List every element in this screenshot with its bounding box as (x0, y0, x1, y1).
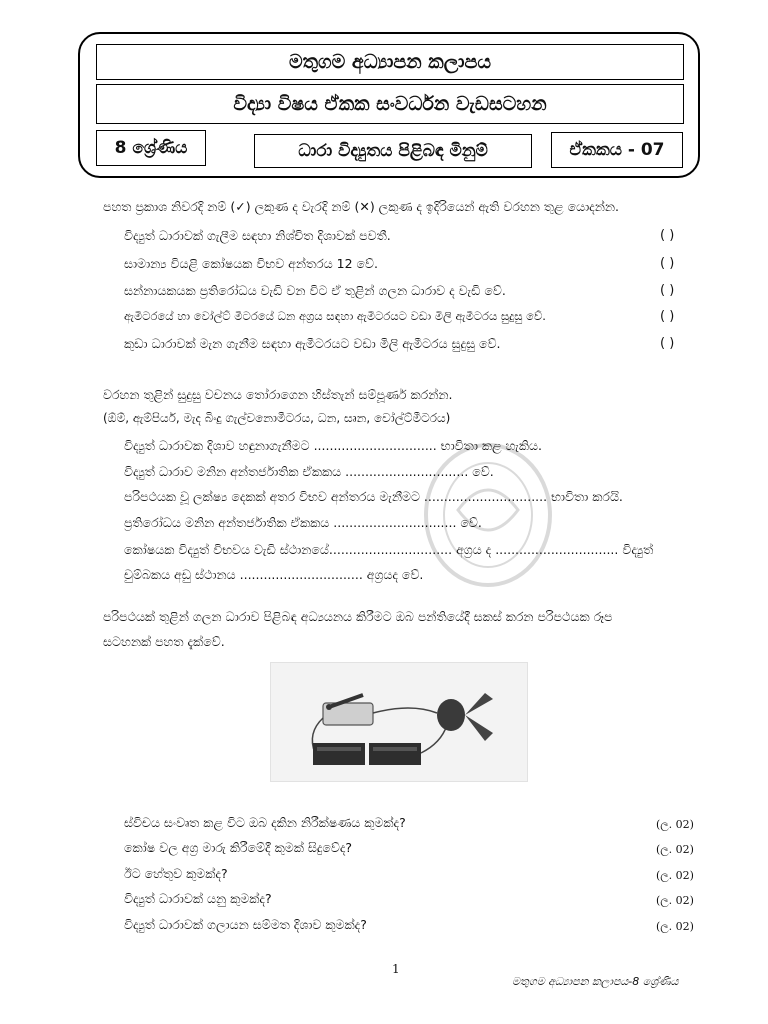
question-item: විද්‍යුත් ධාරාවක් යනු කුමක්ද? (124, 891, 272, 906)
true-false-item: කුඩා ධාරාවක් මැන ගැනීම සඳහා ඇමීටරයට වඩා මිලි ඇමීටරය සුදුසු වේ. (124, 336, 501, 351)
section2-instruction: වරහන තුළින් සුදුසු වචනය තෝරාගෙන හිස්තැන් සම්පූර්ණ කරන්න. (103, 387, 453, 402)
true-false-item: විද්‍යුත් ධාරාවක් ගැලීම සඳහා නිශ්චිත දිශාවක් පවතී. (124, 228, 391, 243)
grade-label: 8 ශ්‍රේණිය (96, 130, 206, 166)
fill-blank-item: ප්‍රතිරෝධය මනින අන්තර්ජාතික ඒකකය ............................... වේ. (124, 515, 482, 530)
unit-label: ඒකකය - 07 (551, 132, 683, 168)
answer-bracket: ( ) (660, 309, 675, 324)
question-item: ඊට හේතුව කුමක්ද? (124, 866, 228, 881)
marks-label: (ල. 02) (656, 843, 694, 856)
answer-bracket: ( ) (660, 228, 675, 243)
answer-bracket: ( ) (660, 283, 675, 298)
topic-title: ධාරා විද්‍යුතය පිළිබඳ මිනුම් (254, 134, 532, 168)
word-options: (ඕම්, ඇම්පියර්, මැද බිංදු ගැල්වනොමීටරය, ධන, සෘන, වෝල්ට්මීටරය) (103, 411, 451, 425)
section1-instruction: පහත ප්‍රකාශ නිවරදි නම් (✓) ලකුණ ද වැරදි නම් (✕) ලකුණ ද ඉදිරියෙන් ඇති වරහන තුළ යොදන්න. (103, 199, 620, 214)
marks-label: (ල. 02) (656, 894, 694, 907)
answer-bracket: ( ) (660, 256, 675, 271)
district-title: මතුගම අධ්‍යාපන කලාපය (96, 44, 684, 80)
fill-blank-item: විද්‍යුත් ධාරාවක දිශාව හඳුනාගැනීමට ............................... භාවිතා කළ හැකිය. (124, 438, 543, 453)
question-item: විද්‍යුත් ධාරාවක් ගලායන සම්මත දිශාව කුමක්ද? (124, 917, 367, 932)
section3-intro: පරිපථයක් තුළින් ගලන ධාරාව පිළිබඳ අධ්‍යයනය කිරීමට ඔබ පන්තියේදී සකස් කරන පරිපථයක රූප (103, 609, 613, 624)
fill-blank-item: විද්‍යුත් ධාරාව මනින අන්තර්ජාතික ඒකකය ............................... වේ. (124, 464, 494, 479)
question-item: කෝෂ වල අග්‍ර මාරු කිරීමේදී කුමක් සිදුවේද? (124, 840, 353, 855)
section3-intro-cont: සටහනක් පහත දැක්වේ. (103, 634, 225, 649)
true-false-item: සාමාන්‍ය වියළි කෝෂයක විභව අන්තරය 12 වේ. (124, 256, 379, 271)
marks-label: (ල. 02) (656, 869, 694, 882)
circuit-photo (270, 662, 528, 782)
answer-bracket: ( ) (660, 336, 675, 351)
fill-blank-item: පරිපථයක වූ ලක්ෂ්‍ය දෙකක් අතර විභව අන්තරය මැනීමට ............................... භාවිතා කරයි. (124, 489, 623, 504)
question-item: ස්විචය සංවෘත කළ විට ඔබ දකින නිරීක්ෂණය කුමක්ද? (124, 815, 406, 830)
marks-label: (ල. 02) (656, 818, 694, 831)
marks-label: (ල. 02) (656, 920, 694, 933)
programme-title: විද්‍යා විෂය ඒකක සංවර්ධන වැඩසටහන (96, 84, 684, 124)
true-false-item: සන්නායකයක ප්‍රතිරෝධය වැඩි වන විට ඒ තුළින් ගලන ධාරාව ද වැඩි වේ. (124, 283, 506, 298)
fill-blank-item: චුම්බකය අඩු ස්ථානය ............................... අග්‍රයද වේ. (124, 567, 424, 582)
page-number: 1 (392, 962, 400, 976)
true-false-item: ඇමීටරයේ හා වෝල්ට් මීටරයේ ධන අග්‍රය සඳහා ඇමීටරයට වඩා මිලි ඇමීටරය සුදුසු වේ. (124, 309, 546, 323)
footer-label: මතුගම අධ්‍යාපන කලාපය-8 ශ්‍රේණිය (512, 975, 679, 988)
fill-blank-item: කෝෂයක විද්‍යුත් විභවය වැඩි ස්ථානයේ............................... අග්‍රය ද ............................... විද්‍යුත් (124, 542, 654, 557)
